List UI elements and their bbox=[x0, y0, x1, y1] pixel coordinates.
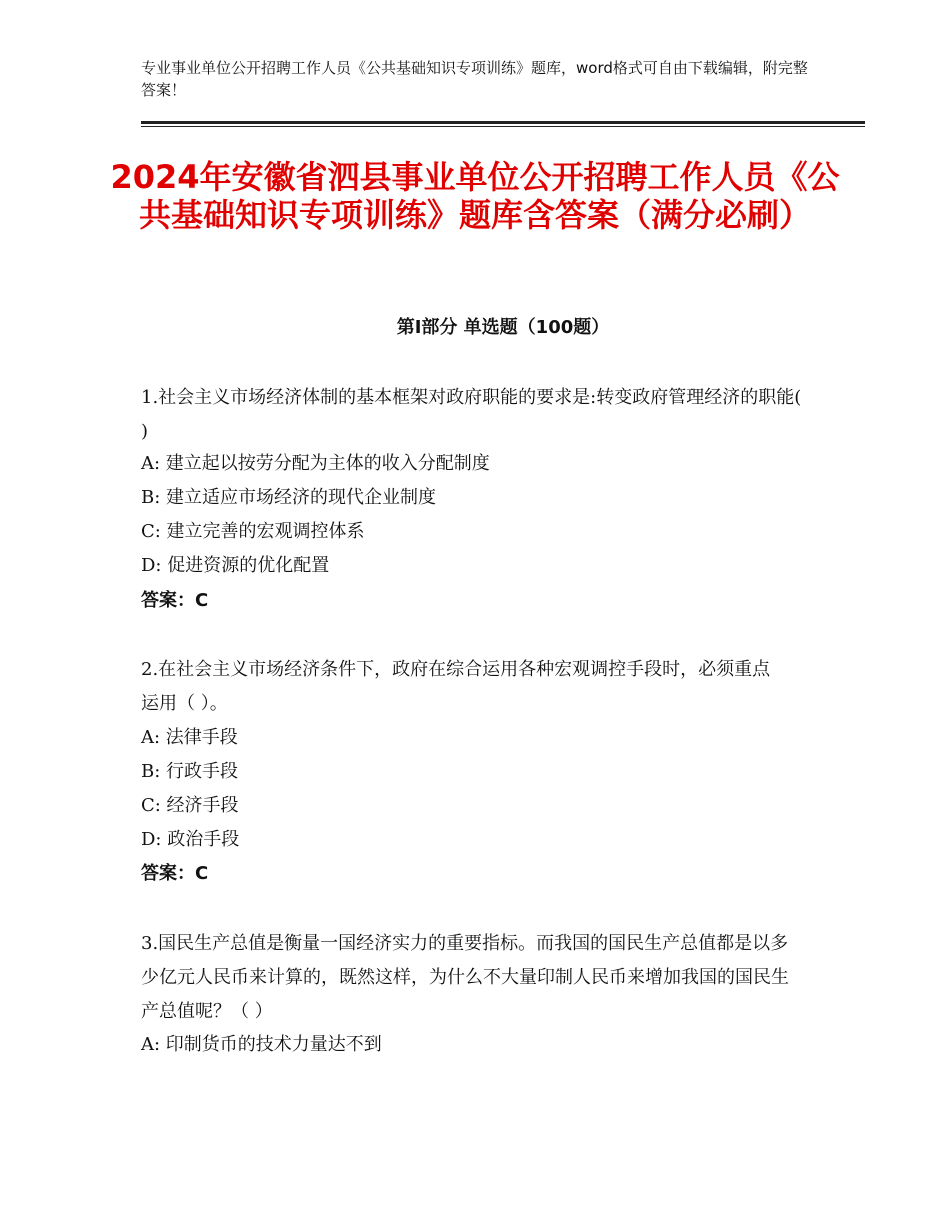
question-1-text: 1.社会主义市场经济体制的基本框架对政府职能的要求是:转变政府管理经济的职能( ) bbox=[141, 387, 802, 442]
question-3-text: 3.国民生产总值是衡量一国经济实力的重要指标。而我国的国民生产总值都是以多少亿元人民币来计算的，既然这样，为什么不大量印制人民币来增加我国的国民生产总值呢？（ ） bbox=[141, 933, 789, 1022]
question-2-option-d: D: 政治手段 bbox=[141, 829, 240, 850]
question-2-option-c: C: 经济手段 bbox=[141, 795, 239, 816]
question-1-option-a: A: 建立起以按劳分配为主体的收入分配制度 bbox=[141, 453, 490, 474]
question-2-option-a: A: 法律手段 bbox=[141, 727, 238, 748]
question-1-option-b: B: 建立适应市场经济的现代企业制度 bbox=[141, 487, 437, 508]
question-3-option-a: A: 印制货币的技术力量达不到 bbox=[141, 1034, 382, 1055]
question-1-option-d: D: 促进资源的优化配置 bbox=[141, 555, 330, 576]
section-heading: 第Ⅰ部分 单选题（100题） bbox=[396, 317, 610, 338]
header-note: 专业事业单位公开招聘工作人员《公共基础知识专项训练》题库，word格式可自由下载编辑，附完整答案！ bbox=[141, 59, 808, 99]
question-2-answer: 答案：C bbox=[141, 863, 209, 884]
document-title: 2024年安徽省泗县事业单位公开招聘工作人员《公共基础知识专项训练》题库含答案（满分必刷） bbox=[110, 158, 840, 234]
question-2-text: 2.在社会主义市场经济条件下，政府在综合运用各种宏观调控手段时，必须重点运用（ ）。 bbox=[141, 659, 771, 714]
question-1-option-c: C: 建立完善的宏观调控体系 bbox=[141, 521, 365, 542]
header-rule-thin bbox=[141, 126, 865, 127]
question-1-answer: 答案：C bbox=[141, 590, 209, 611]
question-2-option-b: B: 行政手段 bbox=[141, 761, 239, 782]
header-rule-thick bbox=[141, 121, 865, 124]
